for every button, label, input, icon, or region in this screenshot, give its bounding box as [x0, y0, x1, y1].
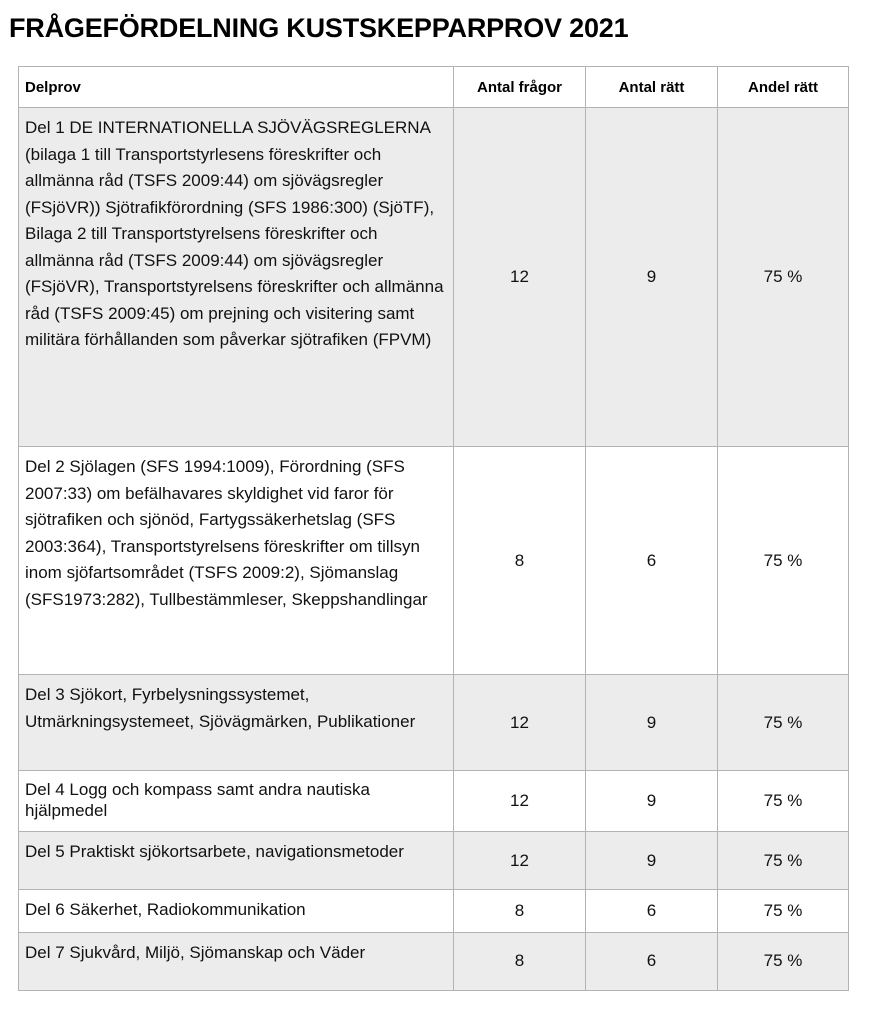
- antal-fragor-cell: 12: [454, 771, 586, 832]
- question-distribution-table: [18, 66, 849, 991]
- table-row: [19, 771, 849, 832]
- andel-ratt-cell: 75 %: [718, 771, 849, 832]
- column-header-antal-fragor: Antal frågor: [454, 67, 586, 108]
- page-title: FRÅGEFÖRDELNING KUSTSKEPPARPROV 2021: [9, 13, 629, 43]
- antal-ratt-cell: 6: [586, 932, 718, 990]
- delprov-cell: Del 1 DE INTERNATIONELLA SJÖVÄGSREGLERNA (bilaga 1 till Transportstyrlesens föreskrifter och allmänna råd (TSFS 2009:44) om sjövägsregler (FSjöVR)) Sjötrafikförordning (SFS 1986:300) (SjöTF), Bilaga 2 till Transportstyrelsens föreskrifter och allmänna råd (TSFS 2009:44) om sjövägsregler (FSjöVR), Transportstyrelsens föreskrifter och allmänna råd (TSFS 2009:45) om prejning och visitering samt militära förhållanden som påverkar sjötrafiken (FPVM): [19, 108, 454, 447]
- delprov-cell: Del 3 Sjökort, Fyrbelysningssystemet, Utmärkningsystemeet, Sjövägmärken, Publikationer: [19, 675, 454, 771]
- column-header-delprov: Delprov: [19, 67, 454, 108]
- andel-ratt-cell: 75 %: [718, 108, 849, 447]
- antal-fragor-cell: 8: [454, 447, 586, 675]
- antal-ratt-cell: 9: [586, 675, 718, 771]
- delprov-cell: Del 2 Sjölagen (SFS 1994:1009), Förordning (SFS 2007:33) om befälhavares skyldighet vid faror för sjötrafiken och sjönöd, Fartygssäkerhetslag (SFS 2003:364), Transportstyrelsens föreskrifter om tillsyn inom sjöfartsområdet (TSFS 2009:2), Sjömanslag (SFS1973:282), Tullbestämmleser, Skeppshandlingar: [19, 447, 454, 675]
- column-header-antal-ratt: Antal rätt: [586, 67, 718, 108]
- andel-ratt-cell: 75 %: [718, 832, 849, 890]
- antal-fragor-cell: 12: [454, 675, 586, 771]
- table-row: [19, 447, 849, 675]
- table-row: [19, 675, 849, 771]
- antal-ratt-cell: 6: [586, 447, 718, 675]
- antal-fragor-cell: 8: [454, 890, 586, 933]
- table-row: [19, 108, 849, 447]
- antal-ratt-cell: 9: [586, 771, 718, 832]
- andel-ratt-cell: 75 %: [718, 890, 849, 933]
- antal-fragor-cell: 8: [454, 932, 586, 990]
- antal-ratt-cell: 9: [586, 108, 718, 447]
- antal-ratt-cell: 6: [586, 890, 718, 933]
- table-header-row: [19, 67, 849, 108]
- table-row: [19, 932, 849, 990]
- delprov-cell: Del 6 Säkerhet, Radiokommunikation: [19, 890, 454, 933]
- table-row: [19, 890, 849, 933]
- andel-ratt-cell: 75 %: [718, 932, 849, 990]
- table-row: [19, 832, 849, 890]
- delprov-cell: Del 4 Logg och kompass samt andra nautiska hjälpmedel: [19, 771, 454, 832]
- antal-ratt-cell: 9: [586, 832, 718, 890]
- column-header-andel-ratt: Andel rätt: [718, 67, 849, 108]
- antal-fragor-cell: 12: [454, 832, 586, 890]
- antal-fragor-cell: 12: [454, 108, 586, 447]
- andel-ratt-cell: 75 %: [718, 675, 849, 771]
- delprov-cell: Del 5 Praktiskt sjökortsarbete, navigationsmetoder: [19, 832, 454, 890]
- delprov-cell: Del 7 Sjukvård, Miljö, Sjömanskap och Väder: [19, 932, 454, 990]
- andel-ratt-cell: 75 %: [718, 447, 849, 675]
